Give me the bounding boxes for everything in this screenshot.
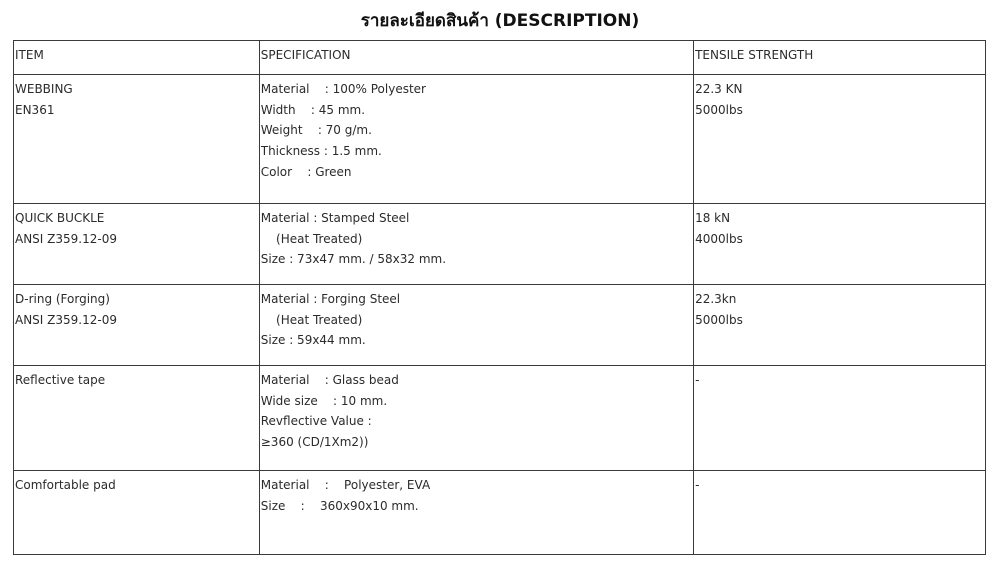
spec-line: Size : 73x47 mm. / 58x32 mm. bbox=[260, 252, 447, 267]
spec-line: Material : Polyester, EVA bbox=[260, 478, 431, 492]
spec-cell bbox=[259, 204, 693, 285]
item-name: D-ring (Forging) bbox=[15, 292, 110, 306]
item-standard: ANSI Z359.12-09 bbox=[15, 312, 117, 327]
spec-line: Wide size : 10 mm. bbox=[260, 393, 388, 408]
item-name: WEBBING bbox=[15, 82, 73, 96]
item-cell bbox=[14, 75, 260, 204]
item-name: Comfortable pad bbox=[15, 478, 116, 492]
spec-line: Thickness : 1.5 mm. bbox=[260, 144, 382, 159]
item-name: QUICK BUCKLE bbox=[15, 211, 105, 225]
page-title: รายละเอียดสินค้า (DESCRIPTION) bbox=[360, 11, 640, 31]
header-tensile-strength: TENSILE STRENGTH bbox=[694, 41, 986, 75]
item-standard: EN361 bbox=[15, 102, 55, 117]
spec-line: (Heat Treated) bbox=[260, 231, 363, 246]
table-row bbox=[14, 204, 986, 285]
spec-line: Material : Forging Steel bbox=[260, 292, 401, 306]
table-header-row bbox=[14, 41, 986, 75]
spec-line: ≥360 (CD/1Xm2)) bbox=[260, 435, 369, 450]
spec-cell bbox=[259, 285, 693, 366]
description-table bbox=[13, 40, 986, 555]
item-cell bbox=[14, 204, 260, 285]
spec-line: Weight : 70 g/m. bbox=[260, 123, 372, 138]
spec-line: Material : Stamped Steel bbox=[260, 211, 410, 225]
spec-line: Material : 100% Polyester bbox=[260, 82, 426, 96]
strength-cell bbox=[694, 204, 986, 285]
header-specification: SPECIFICATION bbox=[259, 41, 693, 75]
spec-line: Size : 360x90x10 mm. bbox=[260, 498, 419, 513]
spec-line: Color : Green bbox=[260, 164, 352, 179]
spec-line: Size : 59x44 mm. bbox=[260, 333, 366, 348]
strength-cell bbox=[694, 471, 986, 555]
table-row bbox=[14, 471, 986, 555]
spec-line: Width : 45 mm. bbox=[260, 102, 366, 117]
spec-cell bbox=[259, 75, 693, 204]
spec-line: Material : Glass bead bbox=[260, 373, 399, 387]
table-row bbox=[14, 366, 986, 471]
spec-line: Revflective Value : bbox=[260, 414, 372, 429]
strength-cell bbox=[694, 285, 986, 366]
strength-line: 18 kN bbox=[695, 211, 731, 225]
item-cell bbox=[14, 285, 260, 366]
item-standard: ANSI Z359.12-09 bbox=[15, 231, 117, 246]
item-name: Reflective tape bbox=[15, 373, 106, 387]
spec-cell bbox=[259, 471, 693, 555]
strength-line: - bbox=[695, 478, 700, 492]
strength-line: 5000lbs bbox=[695, 312, 743, 327]
strength-line: 5000lbs bbox=[695, 102, 743, 117]
strength-line: 22.3 KN bbox=[695, 82, 743, 96]
item-cell bbox=[14, 471, 260, 555]
strength-line: 4000lbs bbox=[695, 231, 743, 246]
strength-line: - bbox=[695, 373, 700, 387]
spec-cell bbox=[259, 366, 693, 471]
item-cell bbox=[14, 366, 260, 471]
table-row bbox=[14, 285, 986, 366]
strength-cell bbox=[694, 366, 986, 471]
table-row bbox=[14, 75, 986, 204]
spec-line: (Heat Treated) bbox=[260, 312, 363, 327]
header-item: ITEM bbox=[14, 41, 260, 75]
strength-line: 22.3kn bbox=[695, 292, 737, 306]
strength-cell bbox=[694, 75, 986, 204]
